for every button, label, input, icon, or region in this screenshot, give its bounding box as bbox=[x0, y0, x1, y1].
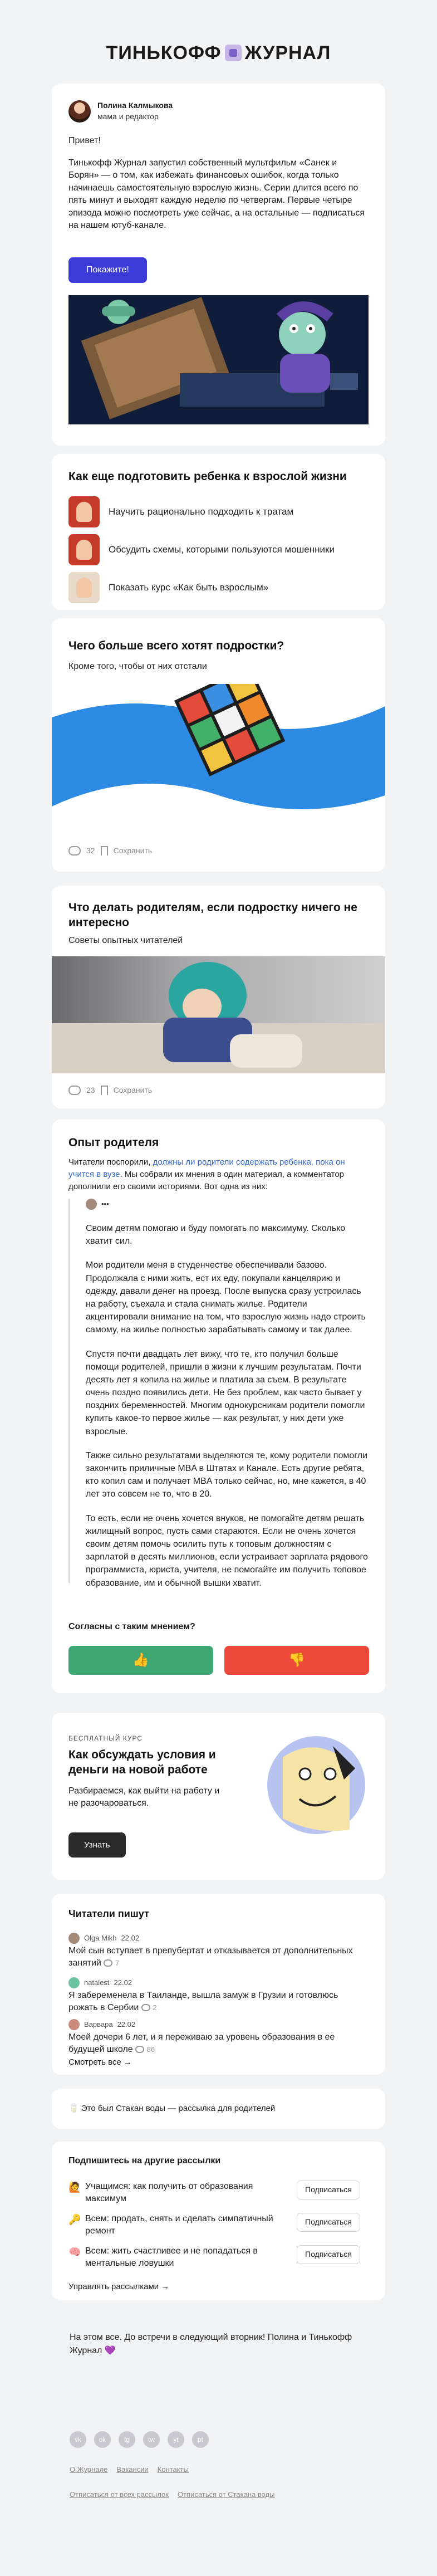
telegram-icon[interactable]: tg bbox=[119, 2431, 135, 2448]
closing-text: На этом все. До встречи в следующий вторник! Полина и Тинькофф Журнал 💜 bbox=[70, 2333, 352, 2355]
commenter-name: natalest bbox=[84, 1978, 110, 1987]
greeting: Привет! bbox=[68, 136, 101, 145]
subscription-item bbox=[68, 2213, 369, 2237]
experience-card bbox=[52, 1120, 385, 1693]
vote-question: Согласны с таким мнением? bbox=[68, 1622, 195, 1631]
reply-count: 7 bbox=[115, 1958, 120, 1967]
water-glass-icon: 🥛 bbox=[68, 2104, 79, 2113]
prepare-item-budget[interactable] bbox=[68, 496, 293, 527]
course-illustration bbox=[266, 1735, 366, 1835]
comment-icon[interactable] bbox=[68, 846, 81, 856]
reply-count: 2 bbox=[153, 2003, 157, 2012]
student-icon: 🙋 bbox=[68, 2182, 81, 2193]
comment-date: 22.02 bbox=[114, 1978, 132, 1987]
intro-text: . Мы собрали их мнения в один материал, а комментатор дополнили его своими историями. Вот одна из них: bbox=[68, 1169, 345, 1191]
course-text: Разбираемся, как выйти на работу и не разочароваться. bbox=[68, 1786, 220, 1808]
rubiks-cube-illustration[interactable] bbox=[52, 684, 385, 818]
comment-header bbox=[68, 1933, 139, 1944]
author-role: мама и редактор bbox=[97, 112, 159, 121]
vk-icon[interactable]: vk bbox=[70, 2431, 86, 2448]
subscriptions-card bbox=[52, 2142, 385, 2300]
logo-left: ТИНЬКОФФ bbox=[106, 42, 222, 63]
intro-text: Тинькофф Журнал запустил собственный мультфильм «Санек и Борян» — о том, как избежать финансовых ошибок, когда только начинаешь самостоятельную взрослую жизнь. Серии длится всего по пять минут и выходят каждую неделю по четвергам. Первые четыре эпизода можно посмотреть уже сейчас, а на остальные — подписаться на нашем ютуб-канале. bbox=[68, 158, 365, 230]
contacts-link[interactable]: Контакты bbox=[157, 2465, 189, 2474]
save-link[interactable]: Сохранить bbox=[113, 1086, 153, 1094]
prepare-item-label: Обсудить схемы, которыми пользуются мошенники bbox=[109, 544, 335, 555]
cartoon-scene-graphic bbox=[68, 295, 369, 424]
newsletter-note-text: Это был Стакан воды — рассылка для родителей bbox=[81, 2104, 276, 2113]
subscription-text: Всем: продать, снять и сделать симпатичный ремонт bbox=[85, 2214, 273, 2236]
subscription-text: Всем: жить счастливее и не попадаться в ментальные ловушки bbox=[85, 2246, 258, 2268]
comment-count[interactable]: 32 bbox=[86, 846, 95, 855]
fraud-icon bbox=[68, 534, 100, 565]
logo-right: ЖУРНАЛ bbox=[244, 42, 331, 63]
vote-yes-button[interactable]: 👍 bbox=[68, 1646, 213, 1675]
comment-text[interactable] bbox=[68, 1945, 364, 1969]
comment-text-body: Моей дочери 6 лет, и я переживаю за уровень образования в ее будущей школе bbox=[68, 2032, 335, 2054]
comment-header bbox=[68, 1977, 132, 1988]
quote-paragraph: Мои родители меня в студенчестве обеспечивали базово. Продолжала с ними жить, ест их еду, покупали канцелярию и одежду, давали денег на проезд. После выпуска сразу устроилась на работу, съехала и стала снимать жилье. Родители акцентировали внимание на том, что взрослую жизнь надо строить самому, на жилье полностью зарабатывать самому и так далее. bbox=[86, 1260, 366, 1335]
subscription-item bbox=[68, 2245, 369, 2270]
parents-meta bbox=[68, 1085, 152, 1096]
unsubscribe-links bbox=[70, 2490, 274, 2500]
unsubscribe-stakan-link[interactable]: Отписаться от Стакана воды bbox=[177, 2490, 275, 2499]
quote-author bbox=[86, 1199, 369, 1210]
readers-title: Читатели пишут bbox=[68, 1908, 149, 1919]
course-card bbox=[52, 1713, 385, 1880]
quote-paragraph: Спустя почти двадцать лет вижу, что те, кто получил больше помощи родителей, пришли в жизни к лучшим результатам. Почти десять лет я копила на жилье и платила за съем. В результате очень поздно появились дети. Не без проблем, как часто бывает у поздних беременностей. Многим однокурсникам родители помогли купить какое-то первое жилье — как результат, у них дети уже взрослые. bbox=[86, 1349, 365, 1436]
twitter-icon[interactable]: tw bbox=[143, 2431, 160, 2448]
parents-title[interactable]: Что делать родителям, если подростку ничего не интересно bbox=[68, 901, 357, 930]
course-label: БЕСПЛАТНЫЙ КУРС bbox=[68, 1734, 143, 1742]
brain-icon: 🧠 bbox=[68, 2246, 81, 2257]
jobs-link[interactable]: Вакансии bbox=[116, 2465, 149, 2474]
commenter-avatar bbox=[68, 2019, 80, 2030]
comment-count[interactable]: 23 bbox=[86, 1086, 95, 1094]
comment-text[interactable] bbox=[68, 1990, 364, 2013]
quote-paragraph: Также сильно результатами выделяются те, кому родители помогли закончить приличные MBA в Штатах и Канале. Есть другие ребята, кто копил сам и получает MBA только сейчас, но, мне кажется, в 40 лет это совсем не то, что в 20. bbox=[86, 1450, 368, 1499]
rubiks-scene-graphic bbox=[52, 684, 385, 818]
course-title: Как обсуждать условия и деньги на новой работе bbox=[68, 1748, 216, 1777]
youtube-icon[interactable]: yt bbox=[168, 2431, 184, 2448]
bookmark-icon[interactable] bbox=[101, 846, 108, 856]
unsubscribe-all-link[interactable]: Отписаться от всех рассылок bbox=[70, 2490, 169, 2499]
vote-no-button[interactable]: 👎 bbox=[224, 1646, 369, 1675]
comment-date: 22.02 bbox=[121, 1933, 140, 1942]
comment-text-body: Мой сын вступает в препубертат и отказывается от дополнительных занятий bbox=[68, 1946, 353, 1968]
comment-icon bbox=[141, 2004, 150, 2011]
see-all-link[interactable]: Смотреть все → bbox=[68, 2057, 132, 2067]
experience-intro bbox=[68, 1156, 369, 1192]
quote-avatar bbox=[86, 1199, 97, 1210]
journal-logo[interactable] bbox=[0, 40, 437, 67]
intro-text: Читатели поспорили, bbox=[68, 1157, 153, 1167]
about-link[interactable]: О Журнале bbox=[70, 2465, 108, 2474]
subscription-item bbox=[68, 2181, 369, 2205]
intro-card bbox=[52, 84, 385, 446]
prepare-item-label: Научить рационально подходить к тратам bbox=[109, 506, 294, 517]
commenter-avatar bbox=[68, 1977, 80, 1988]
author-avatar bbox=[68, 100, 91, 123]
commenter-name: Olga Mikh bbox=[84, 1933, 117, 1942]
cartoon-illustration[interactable] bbox=[68, 295, 369, 424]
quote-block bbox=[68, 1199, 369, 1588]
newsletter-note bbox=[68, 2103, 275, 2114]
readers-card bbox=[52, 1894, 385, 2075]
parents-subtitle: Советы опытных читателей bbox=[68, 936, 183, 945]
subscribe-button[interactable]: Подписаться bbox=[297, 2181, 360, 2199]
save-link[interactable]: Сохранить bbox=[113, 846, 153, 855]
comment-icon bbox=[135, 2046, 144, 2053]
commenter-name: Варвара bbox=[84, 2020, 113, 2028]
logo-badge-icon bbox=[225, 45, 242, 61]
course-icon bbox=[68, 572, 100, 603]
prepare-title: Как еще подготовить ребенка к взрослой жизни bbox=[68, 470, 347, 483]
reply-count: 86 bbox=[146, 2045, 155, 2054]
budget-icon bbox=[68, 496, 100, 527]
newsletter-note-card bbox=[52, 2089, 385, 2129]
social-links bbox=[70, 2431, 209, 2448]
article-link[interactable]: должны ли родители содержать ребенка, пока он учится в вузе bbox=[68, 1157, 345, 1179]
ok-icon[interactable]: ok bbox=[94, 2431, 111, 2448]
parents-card bbox=[52, 886, 385, 1108]
quote-author-name: ••• bbox=[101, 1199, 109, 1208]
commenter-avatar bbox=[68, 1933, 80, 1944]
teens-meta bbox=[68, 845, 152, 857]
manage-subscriptions-link[interactable]: Управлять рассылками → bbox=[68, 2282, 170, 2291]
teens-subtitle: Кроме того, чтобы от них отстали bbox=[68, 662, 207, 671]
course-face-graphic bbox=[266, 1735, 366, 1835]
comment-icon bbox=[104, 1959, 112, 1967]
show-button[interactable]: Покажите! bbox=[68, 257, 147, 283]
footer-links bbox=[70, 2465, 189, 2475]
teens-title[interactable]: Чего больше всего хотят подростки? bbox=[68, 639, 284, 652]
subscriptions-title: Подпишитесь на другие рассылки bbox=[68, 2156, 221, 2166]
pinterest-icon[interactable]: pt bbox=[192, 2431, 209, 2448]
experience-title: Опыт родителя bbox=[68, 1136, 159, 1149]
teens-card bbox=[52, 618, 385, 872]
key-icon: 🔑 bbox=[68, 2214, 81, 2225]
comment-icon[interactable] bbox=[68, 1086, 81, 1095]
comment-date: 22.02 bbox=[117, 2020, 136, 2028]
prepare-item-fraud[interactable] bbox=[68, 534, 335, 565]
author-name: Полина Калмыкова bbox=[97, 101, 173, 110]
teen-photo[interactable] bbox=[52, 956, 385, 1073]
subscription-text: Учащимся: как получить от образования максимум bbox=[85, 2182, 253, 2203]
quote-paragraph: То есть, если не очень хочется внуков, не помогайте детям решать жилищный вопрос, пусть сами стараются. Если не очень хочется своим детям помочь осилить путь к топовым должностям с зарплатой в десять миллионов, если устраивает зарплата рядового программиста, юриста, учителя, не помогайте им получить топовое образование, им и обычной вышки хватит. bbox=[86, 1513, 368, 1588]
teen-photo-graphic bbox=[52, 956, 385, 1073]
prepare-item-course[interactable] bbox=[68, 572, 268, 603]
prepare-card bbox=[52, 454, 385, 610]
prepare-item-label: Показать курс «Как быть взрослым» bbox=[109, 582, 269, 593]
quote-paragraph: Своим детям помогаю и буду помогать по максимуму. Сколько хватит сил. bbox=[86, 1224, 346, 1247]
subscribe-button[interactable]: Подписаться bbox=[297, 2213, 360, 2232]
comment-text[interactable] bbox=[68, 2031, 364, 2055]
comment-text-body: Я забеременела в Таиланде, вышла замуж в Грузии и готовлюсь рожать в Сербии bbox=[68, 1991, 338, 2012]
subscribe-button[interactable]: Подписаться bbox=[297, 2245, 360, 2264]
comment-header bbox=[68, 2019, 135, 2030]
course-button[interactable]: Узнать bbox=[68, 1832, 126, 1858]
bookmark-icon[interactable] bbox=[101, 1086, 108, 1095]
